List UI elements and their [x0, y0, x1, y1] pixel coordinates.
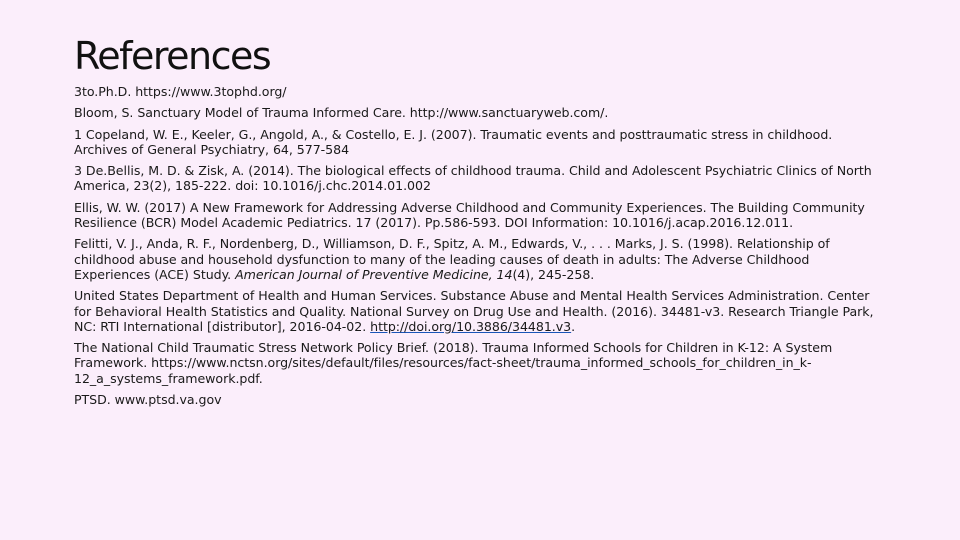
- journal-title: American Journal of Preventive Medicine, 14: [235, 266, 513, 282]
- reference-text: Felitti, V. J., Anda, R. F., Nordenberg, D., Williamson, D. F., Spitz, A. M., Edwards, V., . . . Marks, J. S. (1998). Relationship of childhood abuse and household dysfunction to many of the leading causes of death in adults: The Adverse Childhood Experiences (ACE) Study.: [74, 236, 830, 282]
- reference-item: Ellis, W. W. (2017) A New Framework for Addressing Adverse Childhood and Community Experiences. The Building Community Resilience (BCR) Model Academic Pediatrics. 17 (2017). Pp.586-593. DOI Information: 10.1016/j.acap.2016.12.011.: [74, 199, 865, 231]
- reference-item: [74, 236, 874, 282]
- reference-item: PTSD. www.ptsd.va.gov: [74, 392, 222, 408]
- reference-item: Bloom, S. Sanctuary Model of Trauma Informed Care. http://www.sanctuaryweb.com/.: [74, 105, 609, 121]
- reference-item: [74, 288, 874, 334]
- reference-list: [74, 84, 874, 413]
- doi-link[interactable]: http://doi.org/10.3886/34481.v3: [370, 318, 572, 334]
- reference-item: 3 De.Bellis, M. D. & Zisk, A. (2014). The biological effects of childhood trauma. Child and Adolescent Psychiatric Clinics of North America, 23(2), 185-222. doi: 10.1016/j.chc.2014.01.002: [74, 163, 872, 194]
- reference-item: The National Child Traumatic Stress Network Policy Brief. (2018). Trauma Informed Schools for Children in K-12: A System Framework. https://www.nctsn.org/sites/default/files/resources/fact-sheet/trauma_informed_schools_for_children_in_k-12_a_systems_framework.pdf.: [74, 340, 833, 386]
- slide-title: References: [74, 34, 271, 78]
- reference-item: 3to.Ph.D. https://www.3tophd.org/: [74, 84, 287, 99]
- reference-text: United States Department of Health and Human Services. Substance Abuse and Mental Health Services Administration. Center for Behavioral Health Statistics and Quality. National Survey on Drug Use and Health. (2016). 34481-v3. Research Triangle Park, NC: RTI International [distributor], 2016-04-02.: [74, 288, 874, 334]
- reference-text: .: [571, 318, 576, 334]
- reference-text: (4), 245-258.: [512, 266, 595, 282]
- reference-item: 1 Copeland, W. E., Keeler, G., Angold, A., & Costello, E. J. (2007). Traumatic events and posttraumatic stress in childhood. Archives of General Psychiatry, 64, 577-584: [74, 126, 833, 157]
